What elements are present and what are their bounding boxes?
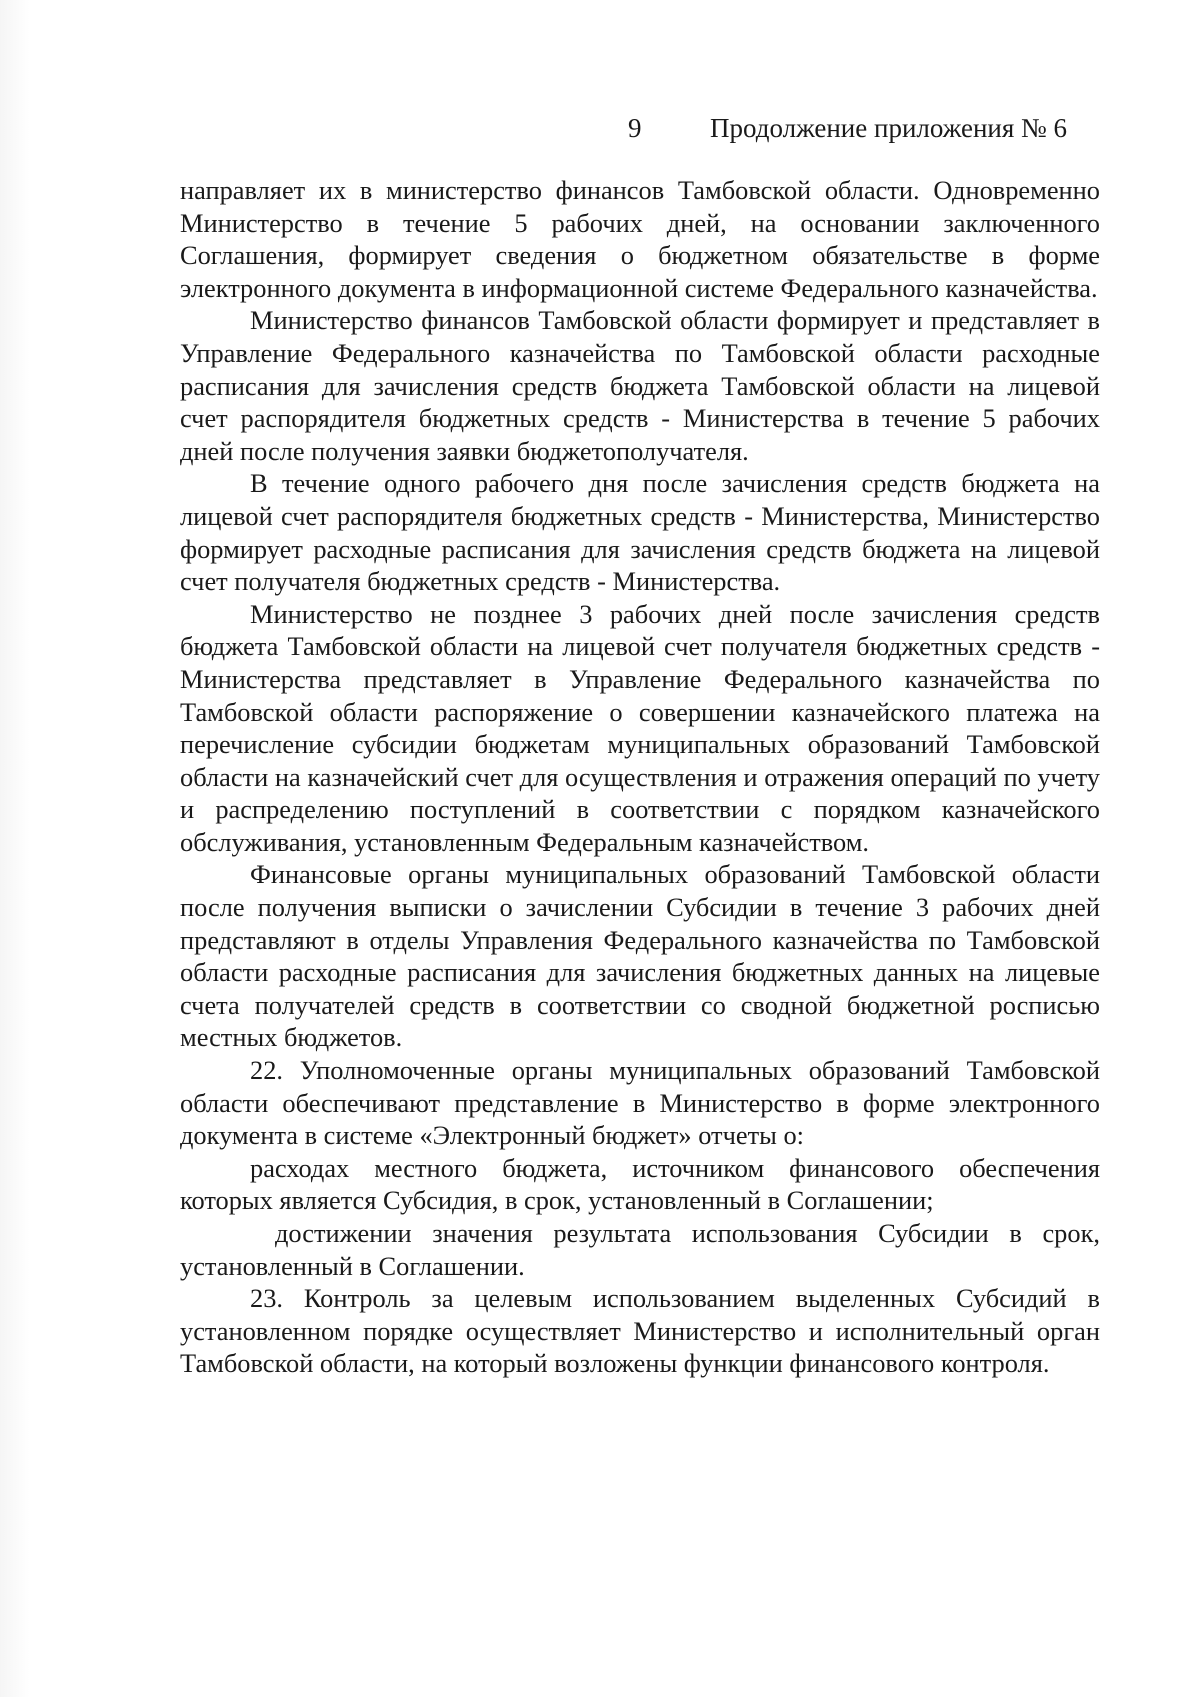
paragraph-ministry-of-finance: Министерство финансов Тамбовской области формирует и представляет в Управление Федерального казначейства по Тамбовской области расходные расписания для зачисления средств бюджета Тамбовской области на лицевой счет распорядителя бюджетных средств - Министерства в течение 5 рабочих дней после получения заявки бюджетополучателя. — [180, 305, 1100, 466]
paragraph-financial-bodies: Финансовые органы муниципальных образований Тамбовской области после получения выписки о зачислении Субсидии в течение 3 рабочих дней представляют в отделы Управления Федерального казначейства по Тамбовской области расходные расписания для зачисления бюджетных данных на лицевые счета получателей средств в соответствии со сводной бюджетной росписью местных бюджетов. — [180, 859, 1100, 1053]
paragraph-three-working-days: Министерство не позднее 3 рабочих дней после зачисления средств бюджета Тамбовской области на лицевой счет получателя бюджетных средств - Министерства представляет в Управление Федерального казначейства по Тамбовской области распоряжение о совершении казначейского платежа на перечисление субсидии бюджетам муниципальных образований Тамбовской области на казначейский счет для осуществления и отражения операций по учету и распределению поступлений в соответствии с порядком казначейского обслуживания, установленным Федеральным казначейством. — [180, 598, 1100, 857]
appendix-continuation-note: Продолжение приложения № 6 — [710, 113, 1068, 143]
paragraph-local-budget-expenses: расходах местного бюджета, источником финансового обеспечения которых является Субсидия, в срок, установленный в Соглашении; — [180, 1152, 1100, 1216]
paragraph-result-achievement: достижении значения результата использования Субсидии в срок, установленный в Соглашении. — [180, 1218, 1100, 1281]
paragraph-one-working-day: В течение одного рабочего дня после зачисления средств бюджета на лицевой счет распорядителя бюджетных средств - Министерства, Министерство формирует расходные расписания для зачисления средств бюджета на лицевой счет получателя бюджетных средств - Министерства. — [180, 468, 1100, 597]
paragraph-continued: направляет их в министерство финансов Тамбовской области. Одновременно Министерство в течение 5 рабочих дней, на основании заключенного Соглашения, формирует сведения о бюджетном обязательстве в форме электронного документа в информационной системе Федерального казначейства. — [180, 175, 1100, 303]
page-number: 9 — [628, 113, 642, 143]
page-header — [0, 108, 1200, 148]
paragraph-item-23: 23. Контроль за целевым использованием выделенных Субсидий в установленном порядке осуществляет Министерство и исполнительный орган Тамбовской области, на который возложены функции финансового контроля. — [180, 1283, 1100, 1379]
scan-margin-shadow — [0, 0, 30, 1697]
paragraph-item-22: 22. Уполномоченные органы муниципальных образований Тамбовской области обеспечивают представление в Министерство в форме электронного документа в системе «Электронный бюджет» отчеты о: — [180, 1055, 1100, 1151]
document-body — [180, 174, 1100, 1380]
